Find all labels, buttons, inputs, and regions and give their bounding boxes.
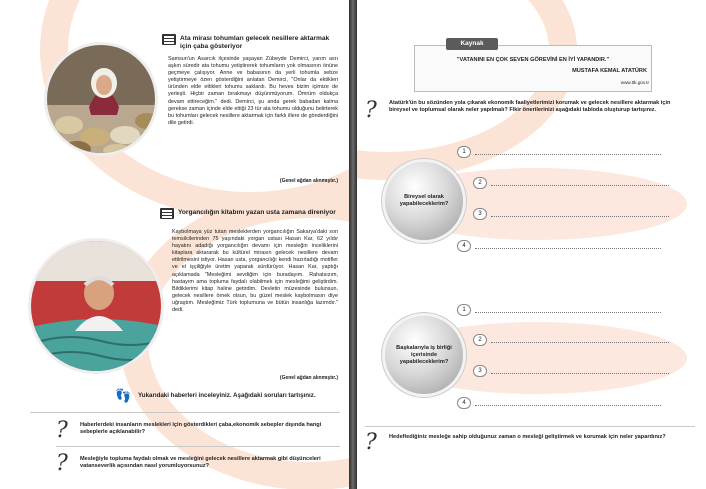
- collaboration-number-2: 2: [473, 334, 487, 346]
- book-binding: [349, 0, 357, 489]
- left-question-1: Haberlerdeki insanların meslekleri için gösterdikleri çaba,ekonomik sebepler dışında hangi sebeplerle açıklanabilir?: [80, 422, 322, 436]
- individual-disc: [385, 162, 463, 240]
- individual-label: Bireysel olarak yapabileceklerim?: [399, 194, 449, 207]
- question-mark-icon: ?: [56, 451, 68, 476]
- collaboration-number-3: 3: [473, 365, 487, 377]
- collaboration-answer-line-2[interactable]: [491, 342, 669, 343]
- newspaper-icon: [160, 208, 174, 219]
- divider: [30, 412, 340, 413]
- collaboration-answer-line-4[interactable]: [475, 405, 661, 406]
- question-mark-icon: ?: [365, 98, 377, 123]
- story2-source: (Genel ağdan alınmıştır.): [279, 375, 338, 381]
- left-question-2: Mesleğiyle topluma faydalı olmak ve mesleğini gelecek nesillere aktarmak gibi düşünceleri vatanseverlik açısından nasıl yorumluyorsunuz?: [80, 456, 321, 470]
- right-question-2: Hedeflediğiniz mesleğe sahip olduğunuz zaman o mesleği geliştirmek ve korumak için neler yapardınız?: [389, 434, 666, 440]
- divider: [56, 446, 340, 447]
- collaboration-number-1: 1: [457, 304, 471, 316]
- collaboration-number-4: 4: [457, 397, 471, 409]
- question-mark-icon: ?: [365, 430, 377, 455]
- story2-body: Kaybolmaya yüz tutan mesleklerden yorgancılığın Sakarya'daki son temsilcilerinden 75 yaşındaki yorgan ustası Hasan Kar, 62 yıldır hayatını adadığı yorgancılığın devamı için mesleğin inceliklerini kitaplara aktararak bu kültürel mirasın gelecek nesillere devam ettirilmesini istiyor. Hasan usta, yorgancılığı kendi hazırladığı motifler ve el işçiliğiyle üretim yaparak sürdürüyor. Hasan Kar, yaptığı açıklamada "Mesleğimi sevdiğim için buradayım. Rahatsızım, hastayım ama topluma faydalı olabilmek için mesleğimi geliştirdim. Bildiklerimi kitap haline getirdim. Devletin müzesinde bulunsun, gelecek nesillere örnek olsun, bu güzel meslek kaybolmasın diye uğraştım. Mesleğimiz Türk toplumuna ve bütün insanlığa lazımdır." dedi.: [172, 229, 338, 314]
- source-tab: Kaynak: [446, 38, 498, 50]
- collaboration-disc: [385, 316, 463, 394]
- story1-headline: Ata mirası tohumları gelecek nesillere aktarmak için çaba gösteriyor: [180, 35, 330, 50]
- individual-number-4: 4: [457, 240, 471, 252]
- individual-number-2: 2: [473, 177, 487, 189]
- individual-answer-line-3[interactable]: [491, 216, 669, 217]
- quilt-master-photo: [28, 238, 164, 374]
- newspaper-icon: [162, 34, 176, 45]
- individual-answer-line-1[interactable]: [475, 154, 661, 155]
- individual-answer-line-4[interactable]: [475, 248, 661, 249]
- left-page: [0, 0, 349, 489]
- right-question-1: Atatürk'ün bu sözünden yola çıkarak ekonomik faaliyetlerimizi korumak ve gelecek nesillere aktarmak için bireysel ve toplumsal olarak neler yapılmalı? Fikir önerilerinizi aşağıdaki tabloda oluşturup tartışınız.: [389, 100, 671, 114]
- collaboration-answer-line-3[interactable]: [491, 373, 669, 374]
- instruction-text: Yukarıdaki haberleri inceleyiniz. Aşağıdaki soruları tartışınız.: [138, 392, 316, 399]
- seed-seller-photo: [44, 42, 158, 156]
- divider: [365, 426, 695, 427]
- individual-number-1: 1: [457, 146, 471, 158]
- individual-answer-line-2[interactable]: [491, 185, 669, 186]
- story1-source: (Genel ağdan alınmıştır.): [279, 178, 338, 184]
- question-mark-icon: ?: [56, 418, 68, 443]
- story1-body: Samsun'un Asarcık ilçesinde yaşayan Zübeyde Demirci, yarım asrı aşkın süredir ata tohumu yetiştirerek tohumların yok olmasının önüne geçmeye çalışıyor. Anne ve babasının da yerli tohumla sebze yetiştirmeye özen gösterdiğini anlatan Demirci, "Onlar da ektikleri üründen elde ettikleri tohumu saklardı. Bu heves bizim içimize de yerleşti. Hiçbir zaman bırakmayı düşünmüyorum. Ömrüm oldukça devam ettireceğim." dedi. Demirci, şu anda gerek babadan kalma gerekse zaman içinde elde ettiği 23 tür ata tohumu olduğunu belirterek bu tohumları gelecek nesillere aktarmak için farklı illere de gönderdiğini dile getirdi.: [168, 56, 338, 126]
- story2-headline: Yorgancılığın kitabını yazan usta zamana direniyor: [178, 209, 336, 216]
- footsteps-icon: 👣: [115, 388, 132, 403]
- ataturk-quote: "VATANINI EN ÇOK SEVEN GÖREVİNİ EN İYİ YAPANDIR.": [456, 57, 610, 63]
- quote-site: www.ttk.gov.tr: [620, 80, 649, 85]
- quote-author: MUSTAFA KEMAL ATATÜRK: [572, 68, 647, 74]
- right-page: [357, 0, 706, 489]
- collaboration-label: Başkalarıyla iş birliği içerisinde yapabileceklerim?: [396, 344, 452, 365]
- individual-number-3: 3: [473, 208, 487, 220]
- collaboration-answer-line-1[interactable]: [475, 312, 661, 313]
